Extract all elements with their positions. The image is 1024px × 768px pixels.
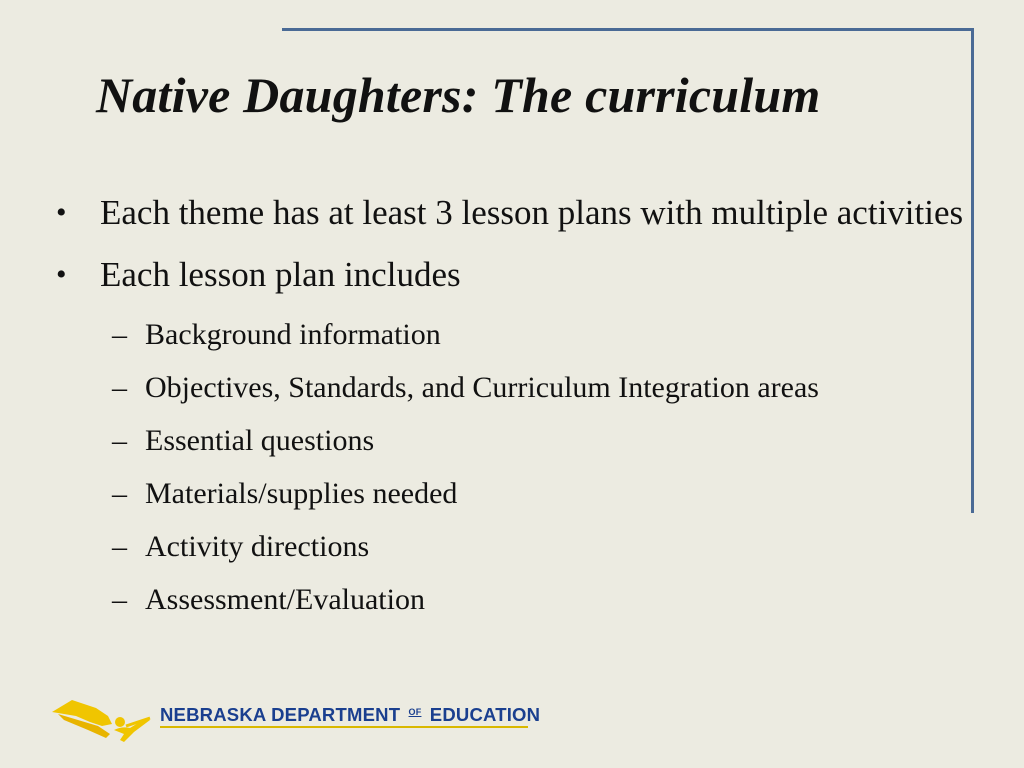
sub-item	[56, 467, 976, 520]
sub-item-text: Assessment/Evaluation	[145, 583, 425, 616]
sub-item-list	[56, 308, 976, 626]
sub-item-text: Essential questions	[145, 424, 375, 457]
frame-top-line	[282, 28, 974, 31]
sub-item	[56, 308, 976, 361]
slide-content	[56, 188, 976, 626]
sub-item-marker: –	[112, 477, 127, 510]
logo-text	[160, 704, 540, 726]
sub-item	[56, 520, 976, 573]
logo-underline	[160, 726, 528, 728]
logo-text-part1: NEBRASKA DEPARTMENT	[160, 704, 401, 725]
bullet-item	[56, 250, 976, 300]
sub-item-marker: –	[112, 583, 127, 616]
logo-text-of: OF	[408, 707, 422, 717]
sub-item-text: Materials/supplies needed	[145, 477, 458, 510]
slide-title: Native Daughters: The curriculum	[96, 67, 821, 123]
sub-item-marker: –	[112, 318, 127, 351]
sub-item-text: Background information	[145, 318, 441, 351]
sub-item	[56, 361, 976, 414]
sub-item	[56, 414, 976, 467]
bullet-text: Each theme has at least 3 lesson plans with multiple activities	[100, 193, 964, 232]
bullet-marker: •	[56, 258, 67, 291]
logo-text-part2: EDUCATION	[429, 704, 541, 725]
sub-item-text: Activity directions	[145, 530, 370, 563]
sub-item-marker: –	[112, 371, 127, 404]
sub-item-text: Objectives, Standards, and Curriculum Integration areas	[145, 371, 819, 404]
sub-item-marker: –	[112, 530, 127, 563]
sub-item-marker: –	[112, 424, 127, 457]
bullet-text: Each lesson plan includes	[100, 255, 461, 294]
nebraska-state-outline-with-figure-icon	[50, 696, 155, 744]
bullet-marker: •	[56, 196, 67, 229]
sub-item	[56, 573, 976, 626]
nebraska-department-of-education-logo	[50, 696, 541, 744]
bullet-item	[56, 188, 976, 238]
